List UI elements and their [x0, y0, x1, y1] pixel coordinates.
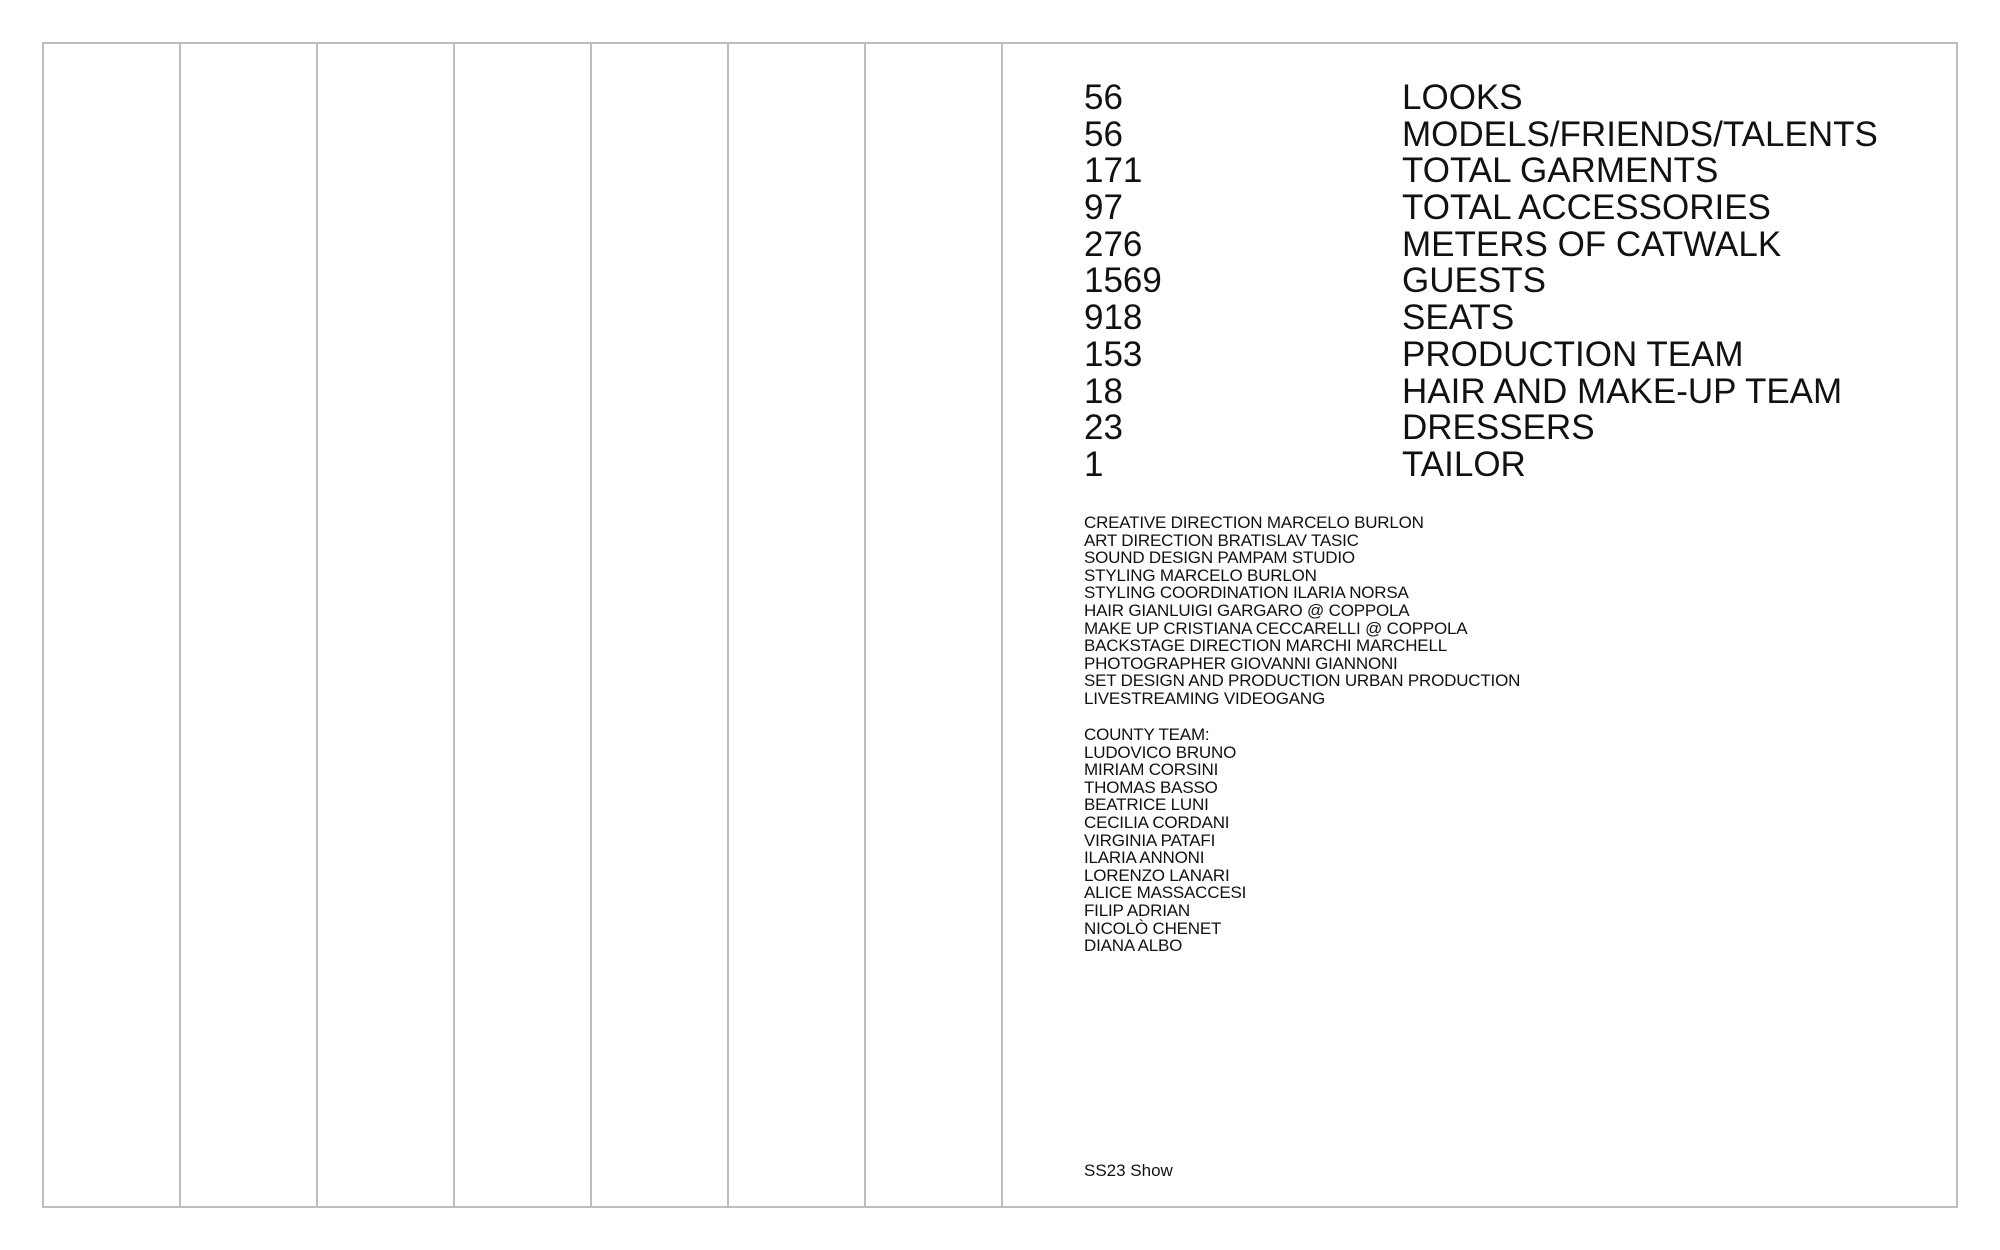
- credit-line: BACKSTAGE DIRECTION MARCHI MARCHELL: [1084, 636, 1447, 656]
- stat-label: TAILOR: [1402, 444, 1526, 484]
- grid-column: [44, 44, 181, 1206]
- team-section: [1084, 726, 1246, 955]
- team-member: CECILIA CORDANI: [1084, 812, 1230, 832]
- credit-line: LIVESTREAMING VIDEOGANG: [1084, 688, 1326, 708]
- team-member: LUDOVICO BRUNO: [1084, 742, 1237, 762]
- credit-line: SOUND DESIGN PAMPAM STUDIO: [1084, 548, 1355, 568]
- credit-line: PHOTOGRAPHER GIOVANNI GIANNONI: [1084, 653, 1398, 673]
- stat-row: [1084, 80, 1878, 117]
- stat-number: 918: [1084, 298, 1143, 338]
- credit-line: HAIR GIANLUIGI GARGARO @ COPPOLA: [1084, 600, 1410, 620]
- stat-label: LOOKS: [1402, 78, 1523, 117]
- team-member: LORENZO LANARI: [1084, 865, 1230, 885]
- grid-column: [455, 44, 592, 1206]
- stat-row: [1084, 263, 1878, 300]
- team-member: BEATRICE LUNI: [1084, 795, 1209, 815]
- stat-row: [1084, 300, 1878, 337]
- stat-number: 1569: [1084, 261, 1162, 301]
- stat-label: HAIR AND MAKE-UP TEAM: [1402, 371, 1843, 411]
- stat-row: [1084, 190, 1878, 227]
- credit-line: ART DIRECTION BRATISLAV TASIC: [1084, 530, 1359, 550]
- team-member: FILIP ADRIAN: [1084, 900, 1190, 920]
- grid-column: [592, 44, 729, 1206]
- grid-column: [318, 44, 455, 1206]
- team-member: THOMAS BASSO: [1084, 777, 1218, 797]
- team-list: [1084, 744, 1246, 955]
- team-member: ILARIA ANNONI: [1084, 848, 1205, 868]
- team-member: NICOLÒ CHENET: [1084, 918, 1222, 938]
- footer-label: SS23 Show: [1084, 1161, 1173, 1180]
- credit-line: SET DESIGN AND PRODUCTION URBAN PRODUCTION: [1084, 671, 1521, 691]
- stat-number: 23: [1084, 408, 1123, 448]
- stat-row: [1084, 153, 1878, 190]
- grid-column: [729, 44, 866, 1206]
- stat-number: 1: [1084, 444, 1104, 484]
- stat-row: [1084, 371, 1878, 411]
- grid-column: [866, 44, 1003, 1206]
- page-frame: [42, 42, 1958, 1208]
- team-member: VIRGINIA PATAFI: [1084, 830, 1216, 850]
- stat-label: PRODUCTION TEAM: [1402, 334, 1744, 374]
- credit-line: MAKE UP CRISTIANA CECCARELLI @ COPPOLA: [1084, 618, 1468, 638]
- stat-row: [1084, 224, 1878, 264]
- credit-line: STYLING MARCELO BURLON: [1084, 565, 1317, 585]
- stat-row: [1084, 444, 1878, 484]
- stat-number: 153: [1084, 334, 1143, 374]
- stat-number: 56: [1084, 114, 1123, 154]
- team-heading: COUNTY TEAM:: [1084, 725, 1210, 744]
- stat-number: 18: [1084, 371, 1123, 411]
- stat-label: TOTAL GARMENTS: [1402, 151, 1719, 191]
- stat-number: 97: [1084, 188, 1123, 228]
- stat-label: TOTAL ACCESSORIES: [1402, 188, 1771, 228]
- stat-number: 56: [1084, 78, 1123, 117]
- stat-label: MODELS/FRIENDS/TALENTS: [1402, 114, 1878, 154]
- team-member: DIANA ALBO: [1084, 936, 1183, 956]
- stat-number: 276: [1084, 224, 1143, 264]
- stat-label: METERS OF CATWALK: [1402, 224, 1782, 264]
- stat-label: GUESTS: [1402, 261, 1546, 301]
- stat-number: 171: [1084, 151, 1143, 191]
- stat-row: [1084, 410, 1878, 447]
- grid-column: [181, 44, 318, 1206]
- stat-label: DRESSERS: [1402, 408, 1595, 448]
- credit-line: STYLING COORDINATION ILARIA NORSA: [1084, 583, 1409, 603]
- credit-line: CREATIVE DIRECTION MARCELO BURLON: [1084, 513, 1424, 532]
- team-member: ALICE MASSACCESI: [1084, 883, 1247, 903]
- stat-label: SEATS: [1402, 298, 1515, 338]
- stats-list: [1084, 80, 1878, 484]
- stat-row: [1084, 334, 1878, 374]
- content-panel: [1003, 44, 1956, 1206]
- credits-list: [1084, 514, 1520, 708]
- stat-row: [1084, 114, 1878, 154]
- team-member: MIRIAM CORSINI: [1084, 760, 1219, 780]
